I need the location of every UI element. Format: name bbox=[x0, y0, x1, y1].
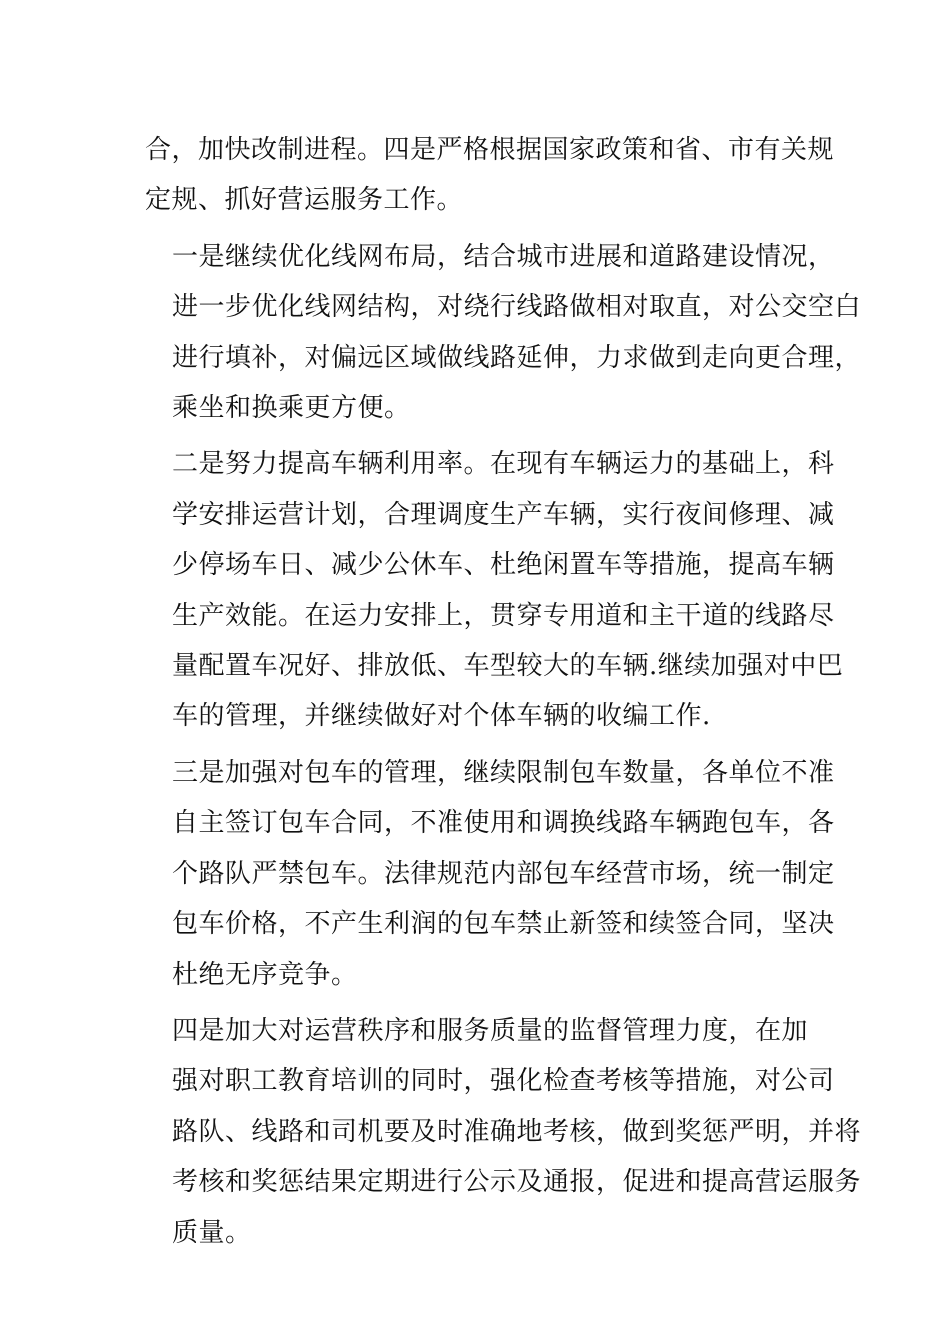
text-line: 质量。 bbox=[172, 1217, 252, 1248]
text-line: 包车价格，不产生利润的包车禁止新签和续签合同，坚决 bbox=[172, 909, 835, 940]
text-line: 强对职工教育培训的同时，强化检查考核等措施，对公司 bbox=[172, 1066, 835, 1097]
text-line: 生产效能。在运力安排上，贯穿专用道和主干道的线路尽 bbox=[172, 600, 835, 631]
text-line: 二是努力提高车辆利用率。在现有车辆运力的基础上，科 bbox=[172, 449, 835, 480]
paragraph-4 bbox=[145, 748, 835, 1000]
paragraph-1 bbox=[145, 125, 835, 226]
text-line: 进一步优化线网结构，对绕行线路做相对取直，对公交空白 bbox=[172, 292, 862, 323]
text-line: 路队、线路和司机要及时准确地考核，做到奖惩严明，并将 bbox=[172, 1116, 862, 1147]
document-body bbox=[145, 125, 862, 1258]
text-line: 杜绝无序竞争。 bbox=[172, 959, 358, 990]
paragraph-2 bbox=[145, 232, 862, 434]
text-line: 自主签订包车合同，不准使用和调换线路车辆跑包车，各 bbox=[172, 808, 835, 839]
paragraph-5 bbox=[145, 1006, 862, 1258]
text-line: 车的管理，并继续做好对个体车辆的收编工作. bbox=[172, 701, 711, 732]
text-line: 一是继续优化线网布局，结合城市进展和道路建设情况， bbox=[172, 241, 835, 272]
text-line: 少停场车日、减少公休车、杜绝闲置车等措施，提高车辆 bbox=[172, 550, 835, 581]
text-line: 三是加强对包车的管理，继续限制包车数量，各单位不准 bbox=[172, 757, 835, 788]
text-line: 四是加大对运营秩序和服务质量的监督管理力度，在加 bbox=[172, 1015, 809, 1046]
text-line: 量配置车况好、排放低、车型较大的车辆.继续加强对中巴 bbox=[172, 651, 844, 682]
text-line: 考核和奖惩结果定期进行公示及通报，促进和提高营运服务 bbox=[172, 1167, 862, 1198]
text-line: 乘坐和换乘更方便。 bbox=[172, 393, 411, 424]
text-line: 合，加快改制进程。四是严格根据国家政策和省、市有关规 bbox=[145, 135, 835, 165]
paragraph-3 bbox=[145, 439, 844, 741]
text-line: 学安排运营计划，合理调度生产车辆，实行夜间修理、减 bbox=[172, 499, 835, 530]
text-line: 个路队严禁包车。法律规范内部包车经营市场，统一制定 bbox=[172, 858, 835, 889]
text-line: 定规、抓好营运服务工作。 bbox=[145, 185, 464, 216]
text-line: 进行填补，对偏远区域做线路延伸，力求做到走向更合理， bbox=[172, 342, 862, 373]
